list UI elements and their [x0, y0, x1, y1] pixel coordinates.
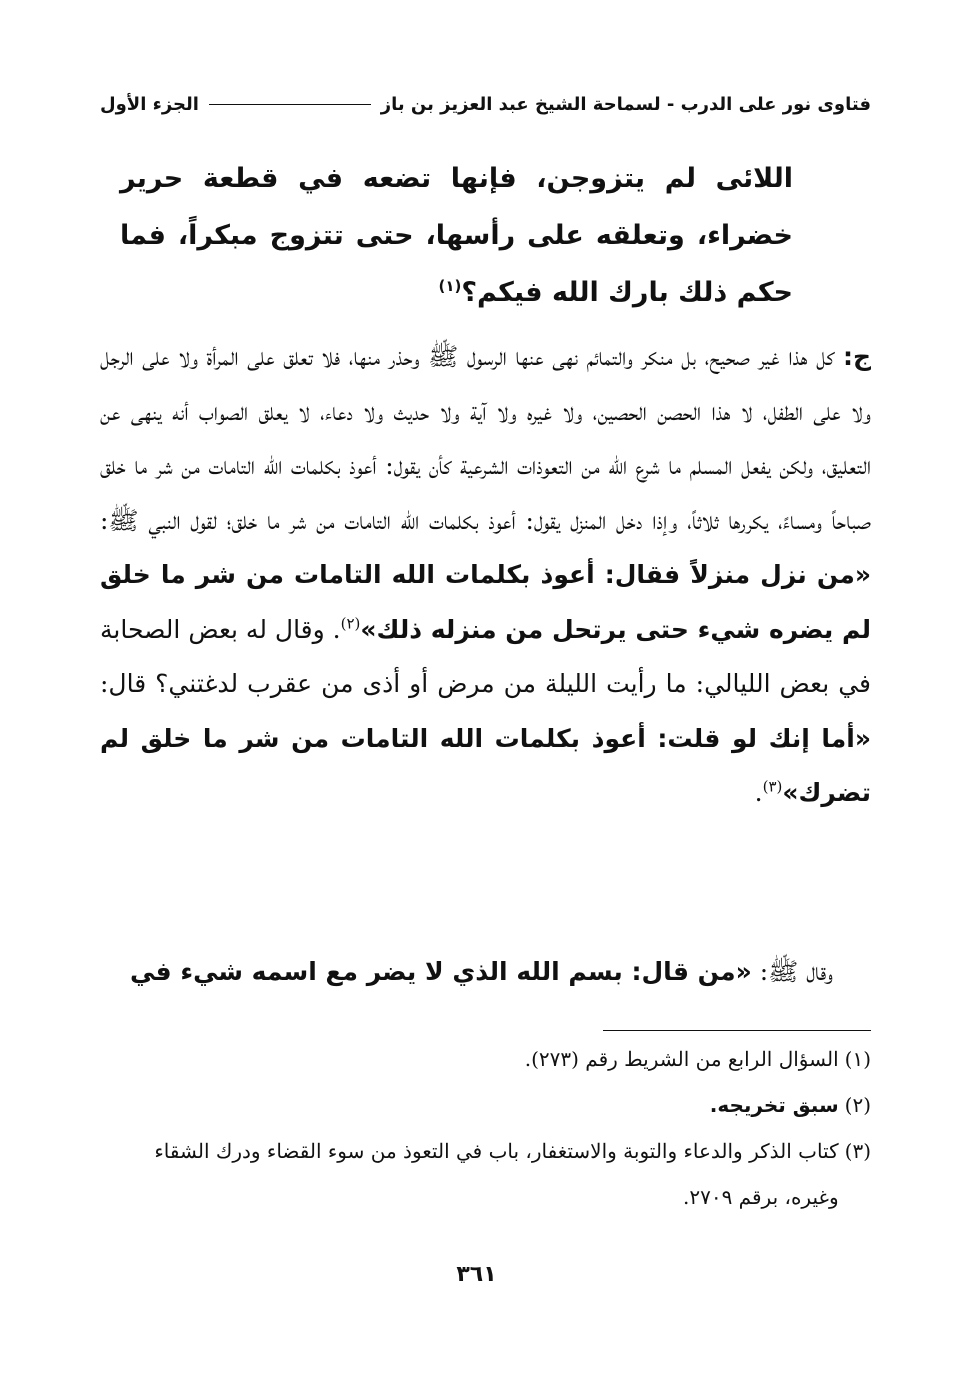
answer-paragraph	[100, 330, 871, 821]
question-body: اللائى لم يتزوجن، فإنها تضعه في قطعة حرير خضراء، وتعلقه على رأسها، حتى تتزوج مبكراً، فما حكم ذلك بارك الله فيكم؟	[120, 163, 793, 308]
footnote-number: (٢)	[844, 1093, 871, 1117]
second-paragraph	[100, 945, 833, 999]
question-text	[120, 150, 793, 321]
footnote-number: (٣)	[844, 1139, 871, 1163]
footnote-item	[100, 1036, 871, 1082]
footnote-ref-1: (١)	[438, 277, 462, 295]
footnote-number: (١)	[844, 1047, 871, 1071]
hadith-quote-2: «أما إنك لو قلت: أعوذ بكلمات الله التامات من شر ما خلق لم تضرك»	[100, 723, 871, 807]
footnote-text: سبق تخريجه.	[709, 1093, 839, 1117]
answer-label: ج:	[842, 342, 871, 371]
running-header	[100, 84, 871, 124]
footnote-ref-2: (٢)	[340, 614, 361, 633]
answer-middle: . وقال له بعض الصحابة في بعض الليالي: ما رأيت الليلة من مرض أو أذى من عقرب لدغتني؟ قال:	[100, 614, 871, 698]
footnote-item	[100, 1082, 871, 1128]
answer-intro: كل هذا غير صحيح، بل منكر والتمائم نهى عنها الرسول ﷺ وحذر منها، فلا تعلق على المرأة ولا على الرجل ولا على الطفل، لا هذا الحصن الحصين، ولا غيره ولا آية ولا حديث ولا دعاء، لا يعلق الصواب أنه ينهى عن التعليق، ولكن يفعل المسلم ما شرع الله من التعوذات الشرعية كأن يقول: أعوذ بكلمات الله التامات من شر ما خلق صباحاً ومساءً، يكررها ثلاثاً، وإذا دخل المنزل يقول: أعوذ بكلمات الله التامات من شر ما خلق؛ لقول النبي ﷺ:	[100, 342, 872, 535]
footnote-item	[100, 1128, 871, 1220]
footnote-ref-3: (٣)	[762, 777, 783, 796]
header-volume: الجزء الأول	[100, 93, 199, 115]
footnote-text: السؤال الرابع من الشريط رقم (٢٧٣).	[524, 1047, 839, 1071]
hadith-quote-1: «من نزل منزلاً فقال: أعوذ بكلمات الله التامات من شر ما خلق لم يضره شيء حتى يرتحل من منزله ذلك»	[100, 560, 871, 644]
footnote-text: كتاب الذكر والدعاء والتوبة والاستغفار، باب في التعوذ من سوء القضاء ودرك الشقاء وغيره، برقم ٢٧٠٩.	[154, 1139, 839, 1209]
footnote-separator	[603, 1030, 871, 1031]
header-title: فتاوى نور على الدرب - لسماحة الشيخ عبد العزيز بن باز	[380, 93, 871, 115]
paragraph2-lead: وقال ﷺ:	[759, 957, 833, 986]
page-number: ٣٦١	[456, 1262, 497, 1287]
answer-end: .	[754, 778, 763, 807]
footnotes	[100, 1036, 871, 1220]
hadith-quote-3: «من قال: بسم الله الذي لا يضر مع اسمه شيء في	[129, 957, 752, 986]
header-rule	[209, 104, 371, 105]
